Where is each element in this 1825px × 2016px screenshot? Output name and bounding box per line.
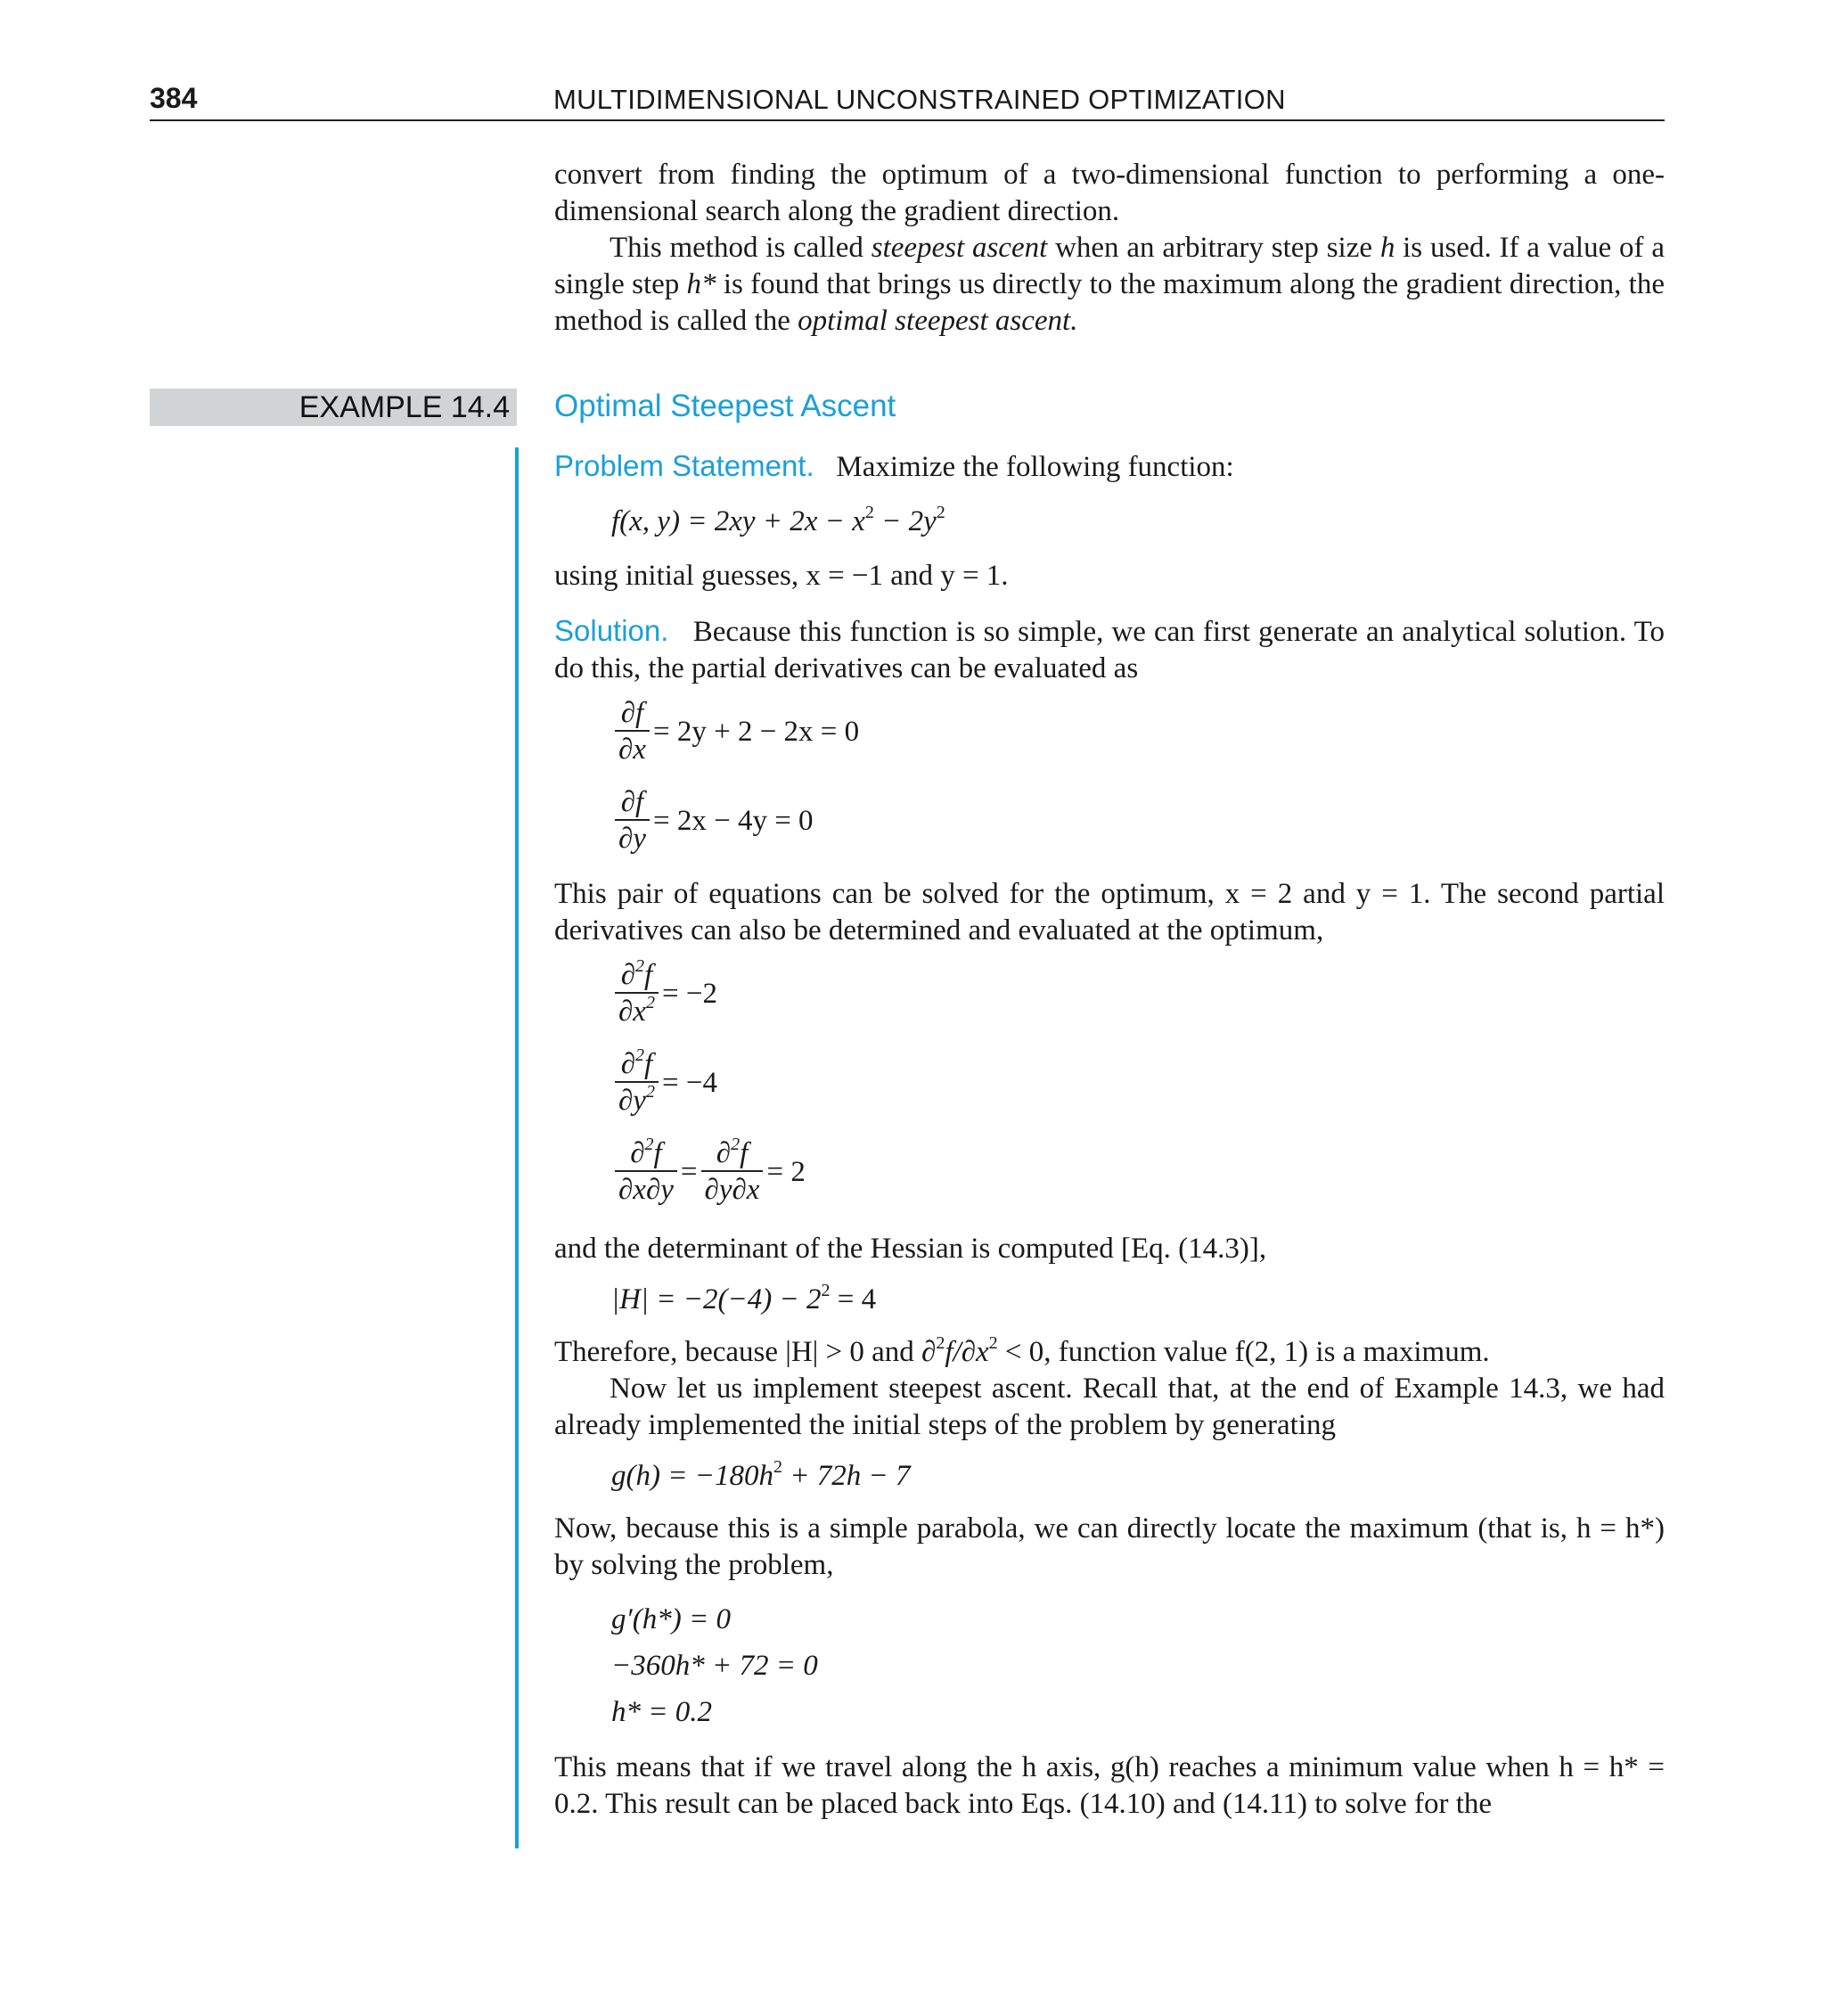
- initial-guesses: using initial guesses, x = −1 and y = 1.: [554, 560, 1009, 592]
- final-paragraph: This means that if we travel along the h axis, g(h) reaches a minimum value when h = h* = 0.2. This result can be placed back into Eqs. (14.10) and (14.11) to solve for the: [554, 1751, 1665, 1820]
- equation-function: f(x, $y) = 2xy + 2x - x^2 - 2y^2$: [611, 503, 945, 537]
- therefore-paragraph: Therefore, because |H| > 0 and $\partial^2f/\partial x^2 < 0$, function value f(2, 1) is a maximum.: [554, 1333, 1490, 1368]
- equation-g-prime: g′(h*) = 0: [611, 1603, 731, 1635]
- running-header: [150, 82, 1665, 121]
- problem-statement: Problem Statement. Maximize the following function:: [554, 449, 1234, 483]
- equation-mixed-partials: $\frac{\partial^2f}{\partial x\partial y}$ = $\frac{\partial^2f}{\partial y\partial x}$ = 2: [554, 1127, 1665, 1217]
- example-sidebar-rule: [515, 447, 519, 1848]
- equation-d2f-dx2: $\frac{\partial^2f}{\partial x^2}$ = −2: [554, 949, 1665, 1038]
- equation-df-dx: $\frac{\partial f}{\partial x}$ = 2y + 2 − 2x = 0: [554, 687, 1665, 776]
- example-label-box: [150, 389, 517, 426]
- hessian-paragraph: and the determinant of the Hessian is computed [Eq. (14.3)],: [554, 1233, 1267, 1265]
- equation-g-of-h: $g(h) = -180h^2 + 72h - 7$: [611, 1457, 911, 1492]
- optimum-paragraph: This pair of equations can be solved for the optimum, x = 2 and y = 1. The second partial derivatives can also be determined and evaluated at the optimum,: [554, 878, 1665, 947]
- equation-linear: −360h* + 72 = 0: [611, 1650, 818, 1682]
- implement-paragraph: Now let us implement steepest ascent. Recall that, at the end of Example 14.3, we had already implemented the initial steps of the problem by generating: [554, 1373, 1665, 1441]
- solution-heading: Solution.: [554, 614, 669, 647]
- problem-heading: Problem Statement.: [554, 449, 814, 482]
- equation-df-dy: $\frac{\partial f}{\partial y}$ = 2x − 4y = 0: [554, 776, 1665, 865]
- parabola-paragraph: Now, because this is a simple parabola, we can directly locate the maximum (that is, h = h*) by solving the problem,: [554, 1512, 1665, 1581]
- term-steepest-ascent: steepest ascent: [871, 232, 1048, 264]
- intro-paragraph-2: This method is called steepest ascent when an arbitrary step size h is used. If a value of a single step h* is found that brings us directly to the maximum along the gradient direction, the method is called the optimal steepest ascent.: [554, 232, 1665, 337]
- equation-d2f-dy2: $\frac{\partial^2f}{\partial y^2}$ = −4: [554, 1038, 1665, 1127]
- solution-paragraph: Solution. Because this function is so simple, we can first generate an analytical solution. To do this, the partial derivatives can be evaluated as: [554, 614, 1665, 684]
- term-optimal-steepest-ascent: optimal steepest ascent.: [798, 305, 1078, 337]
- equation-h-star: h* = 0.2: [611, 1696, 713, 1728]
- example-label: EXAMPLE 14.4: [299, 390, 510, 424]
- page-number: 384: [150, 82, 198, 114]
- example-title: Optimal Steepest Ascent: [554, 389, 896, 423]
- intro-paragraph-1: convert from finding the optimum of a two-dimensional function to performing a one-dimensional search along the gradient direction.: [554, 159, 1665, 227]
- intro-section: [554, 157, 1665, 340]
- equation-hessian: $|H| = -2(-4) - 2^2 = 4$: [611, 1281, 877, 1315]
- example-body: [554, 447, 1665, 1823]
- running-head: MULTIDIMENSIONAL UNCONSTRAINED OPTIMIZATION: [553, 84, 1286, 115]
